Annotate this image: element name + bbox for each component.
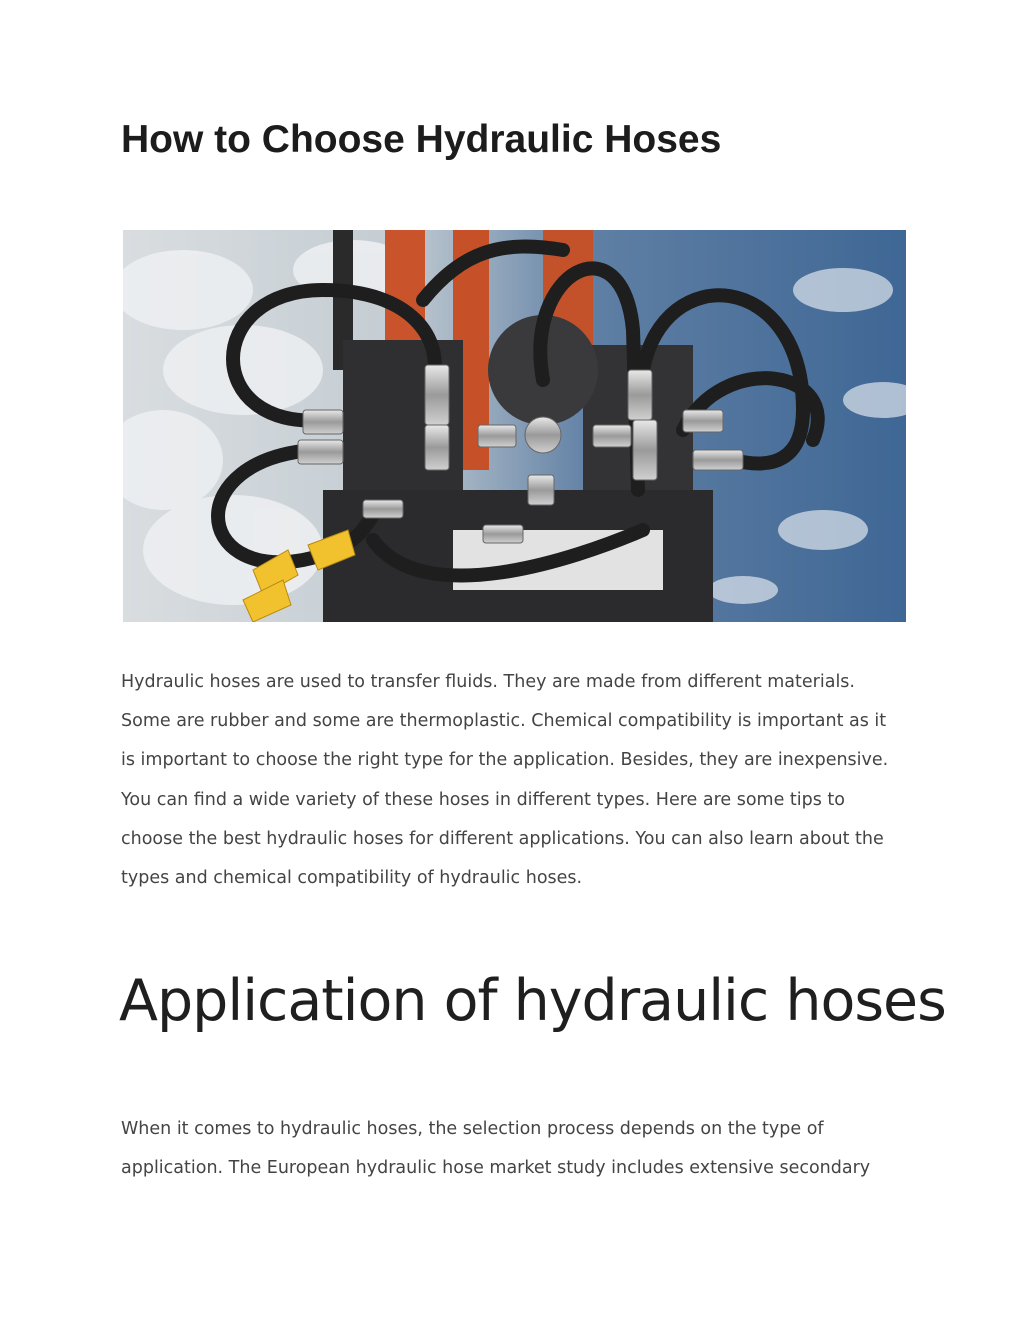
page-title: How to Choose Hydraulic Hoses [121, 118, 722, 161]
section-paragraph [121, 1113, 911, 1191]
intro-line: choose the best hydraulic hoses for different applications. You can also learn about the [121, 828, 884, 849]
intro-line: types and chemical compatibility of hydraulic hoses. [121, 867, 583, 888]
intro-paragraph [121, 666, 911, 901]
intro-line: is important to choose the right type for the application. Besides, they are inexpensive. [121, 750, 889, 771]
section-line: application. The European hydraulic hose market study includes extensive secondary [121, 1158, 871, 1179]
hydraulic-hoses-photo [123, 230, 906, 622]
section-heading: Application of hydraulic hoses [119, 968, 946, 1034]
section-line: When it comes to hydraulic hoses, the selection process depends on the type of [121, 1119, 824, 1139]
intro-line: Hydraulic hoses are used to transfer fluids. They are made from different materials. [121, 672, 855, 692]
intro-line: Some are rubber and some are thermoplastic. Chemical compatibility is important as it [121, 711, 887, 732]
intro-line: You can find a wide variety of these hoses in different types. Here are some tips to [121, 789, 846, 810]
